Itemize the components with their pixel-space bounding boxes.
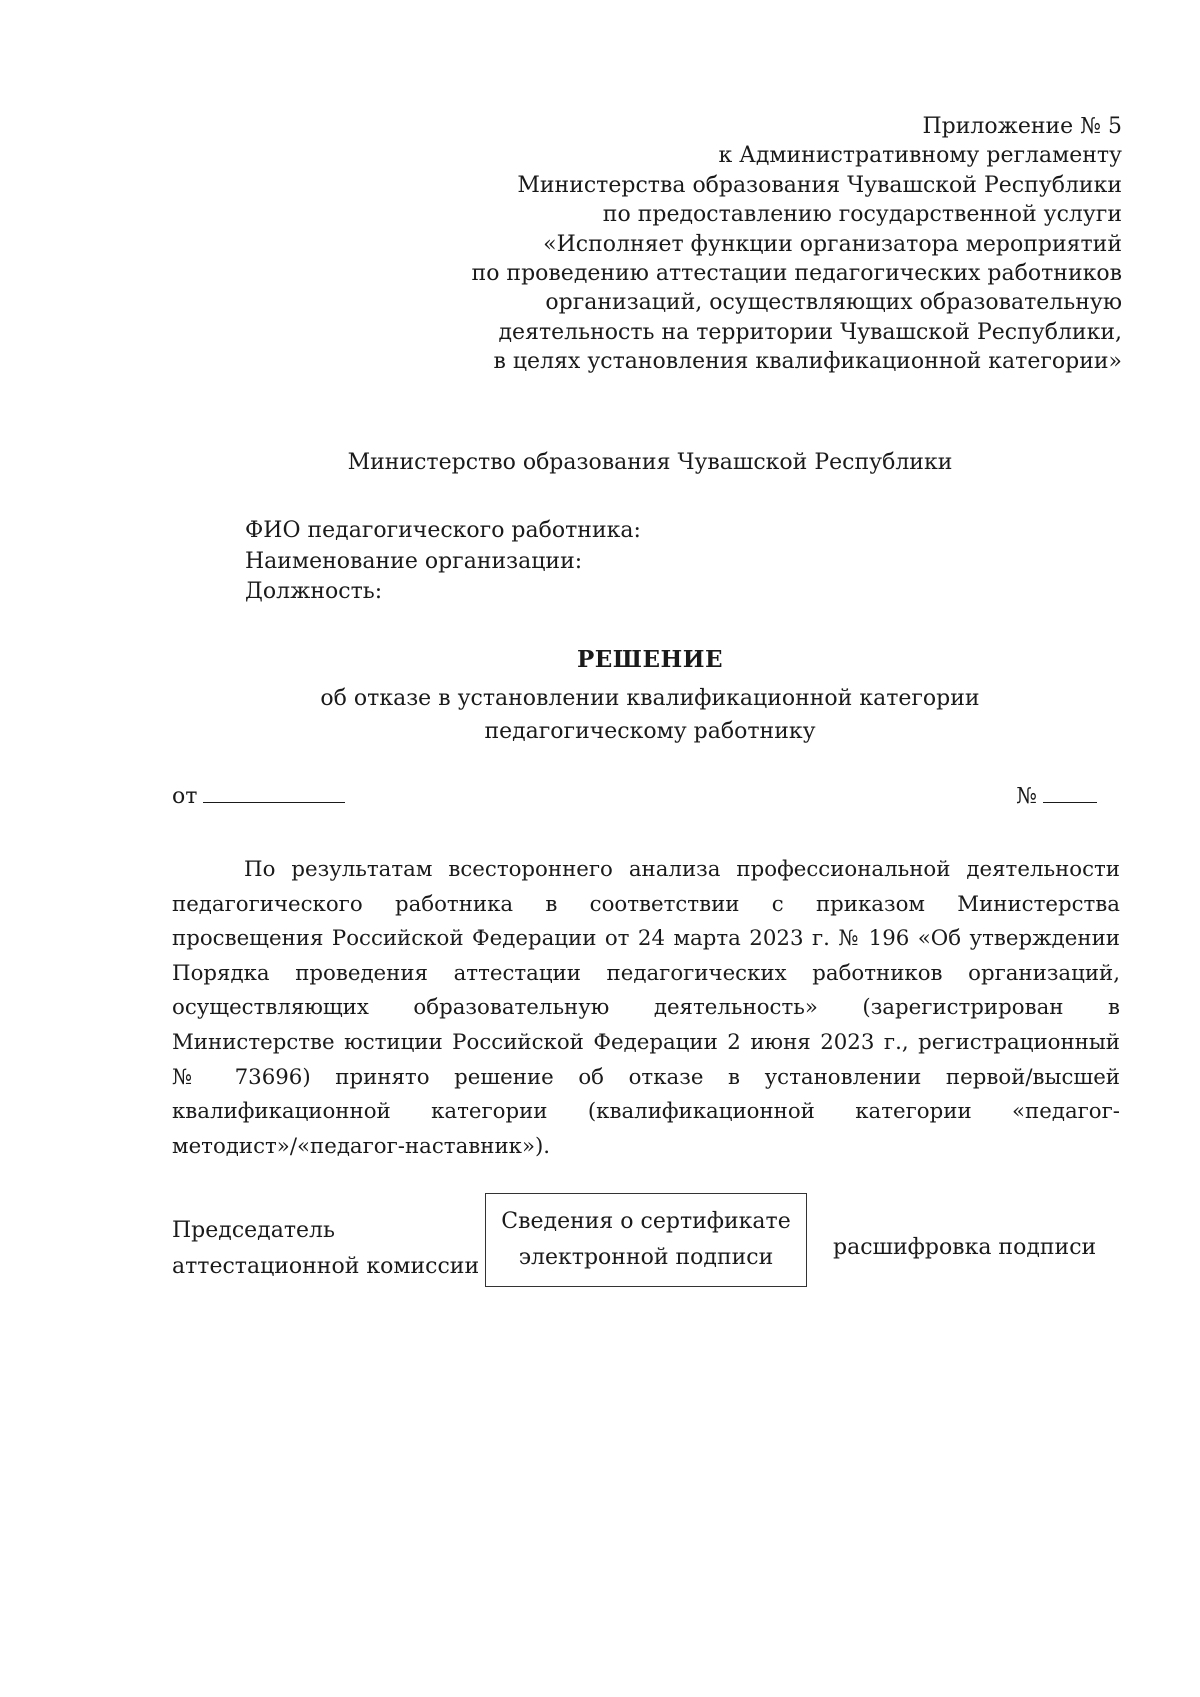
number-label: № (1016, 784, 1037, 809)
annex-line: по проведению аттестации педагогических работников (471, 261, 1122, 287)
decision-subtitle-line: об отказе в установлении квалификационной категории (320, 686, 980, 711)
number-blank-field (1043, 782, 1097, 803)
date-blank-field (203, 782, 345, 803)
annex-line: организаций, осуществляющих образовательную (545, 290, 1122, 316)
annex-line: в целях установления квалификационной категории» (493, 349, 1122, 375)
cert-line: Сведения о сертификате (501, 1209, 791, 1234)
decision-subtitle-line: педагогическому работнику (484, 719, 816, 744)
decision-title: РЕШЕНИЕ (576, 646, 723, 673)
annex-line: Приложение № 5 (922, 114, 1122, 139)
e-signature-certificate-box (485, 1193, 807, 1287)
cert-line: электронной подписи (518, 1245, 774, 1270)
position-label: Должность: (245, 579, 383, 604)
chair-line: Председатель (172, 1218, 335, 1243)
recipient-block (245, 516, 641, 608)
date-label: от (172, 784, 198, 809)
chair-signature-label (172, 1213, 479, 1285)
decision-subtitle (0, 682, 1200, 748)
annex-line: Министерства образования Чувашской Республики (517, 172, 1122, 198)
annex-line: по предоставлению государственной услуги (602, 202, 1122, 228)
date-row (172, 782, 345, 812)
ministry-name: Министерство образования Чувашской Республики (347, 450, 953, 475)
organization-label: Наименование организации: (245, 548, 583, 574)
annex-line: «Исполняет функции организатора мероприятий (543, 231, 1122, 257)
chair-line: аттестационной комиссии (172, 1254, 480, 1279)
number-row (1016, 782, 1097, 812)
decision-body-paragraph: По результатам всестороннего анализа профессиональной деятельности педагогического работника в соответствии с приказом Министерства просвещения Российской Федерации от 24 марта 2023 г. № 196 «Об утверждении Порядка проведения аттестации педагогических работников организаций, осуществляющих образовательную деятельность» (зарегистрирован в Министерстве юстиции Российской Федерации 2 июня 2023 г., регистрационный № 73696) принято решение об отказе в установлении первой/высшей квалификационной категории (квалификационной категории «педагог-методист»/«педагог-наставник»). (172, 857, 1120, 1159)
annex-line: к Административному регламенту (718, 143, 1122, 169)
annex-header (422, 112, 1122, 377)
signature-decode-label: расшифровка подписи (833, 1235, 1097, 1260)
fio-label: ФИО педагогического работника: (245, 518, 641, 543)
annex-line: деятельность на территории Чувашской Республики, (498, 319, 1122, 345)
